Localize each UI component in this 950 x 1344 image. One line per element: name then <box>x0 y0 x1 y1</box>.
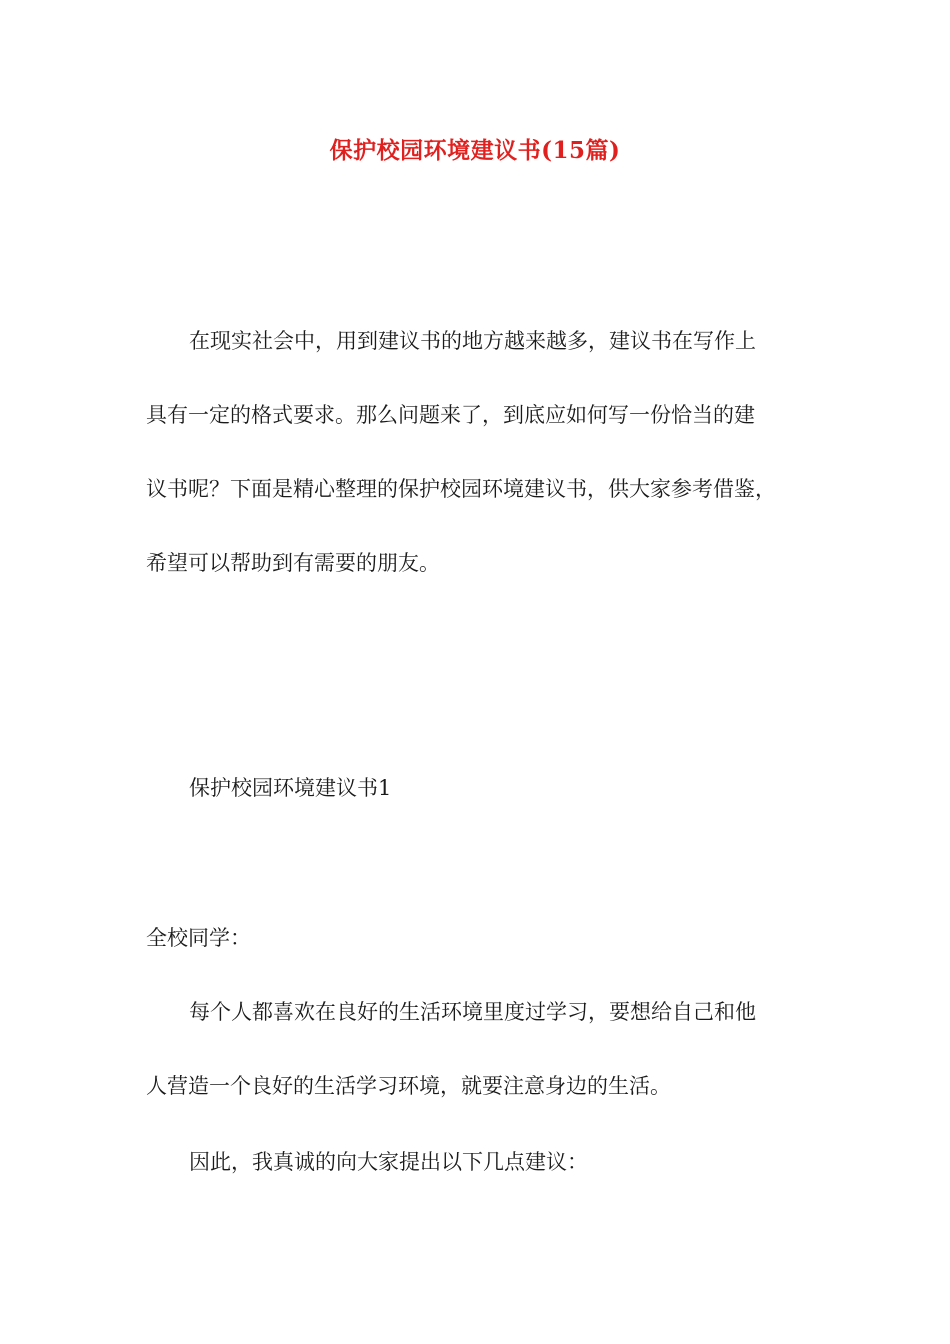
paragraph-2: 因此，我真诚的向大家提出以下几点建议： <box>189 1150 588 1174</box>
intro-line-4: 希望可以帮助到有需要的朋友。 <box>146 551 440 575</box>
salutation: 全校同学： <box>146 926 251 950</box>
intro-line-2: 具有一定的格式要求。那么问题来了，到底应如何写一份恰当的建 <box>146 403 755 427</box>
document-title: 保护校园环境建议书(15篇) <box>329 137 621 164</box>
intro-line-3: 议书呢？下面是精心整理的保护校园环境建议书，供大家参考借鉴， <box>146 477 776 501</box>
section-heading: 保护校园环境建议书1 <box>189 776 392 800</box>
paragraph-line-2: 人营造一个良好的生活学习环境，就要注意身边的生活。 <box>146 1074 671 1098</box>
intro-line-1: 在现实社会中，用到建议书的地方越来越多，建议书在写作上 <box>189 329 756 353</box>
paragraph-line-1: 每个人都喜欢在良好的生活环境里度过学习，要想给自己和他 <box>189 1000 756 1024</box>
